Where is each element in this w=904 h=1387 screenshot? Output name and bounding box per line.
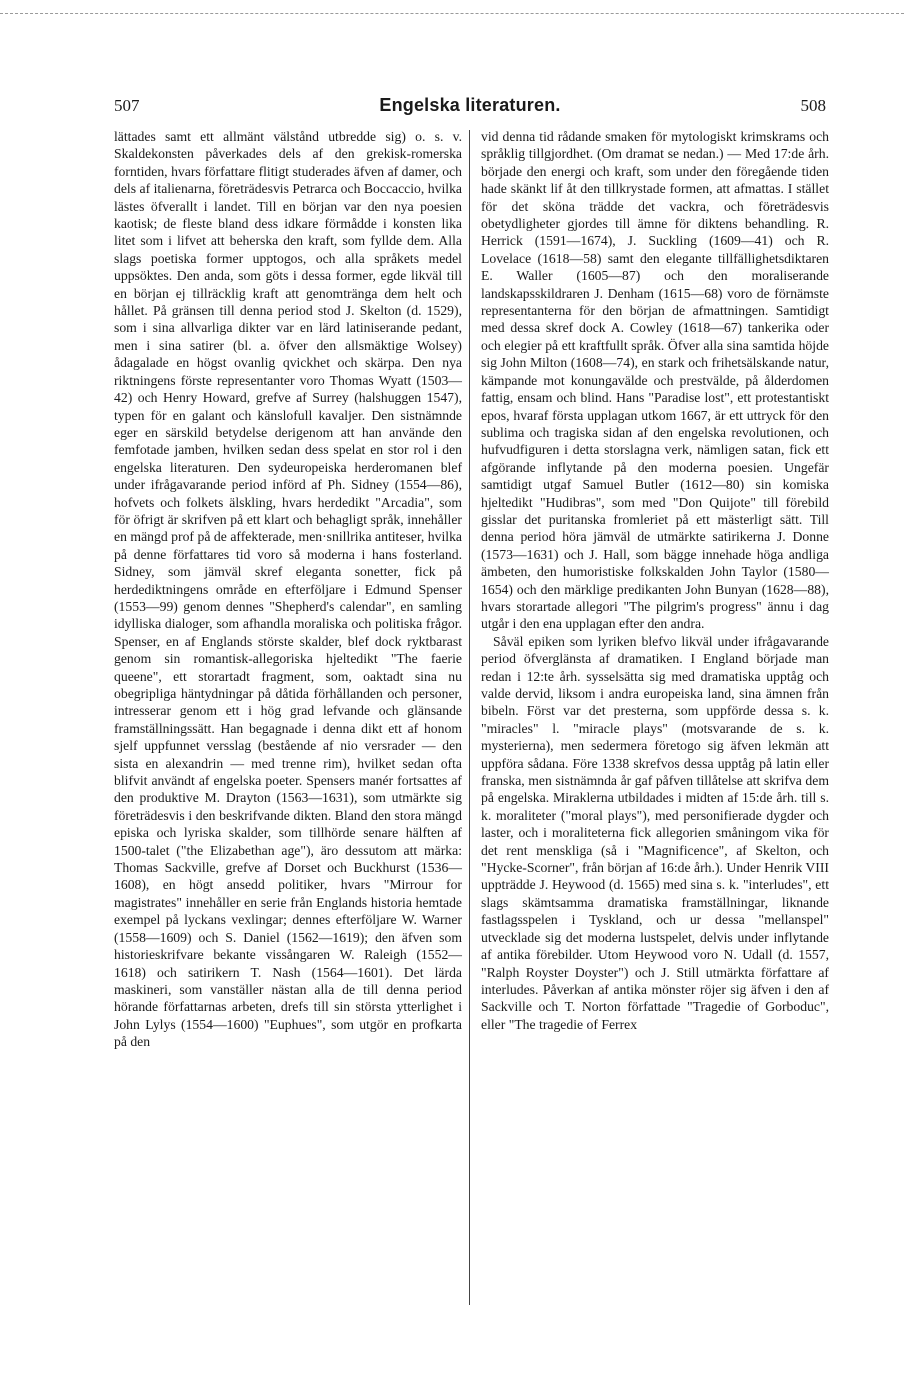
scan-edge-line xyxy=(0,13,904,14)
running-title: Engelska literaturen. xyxy=(379,95,561,115)
column-divider xyxy=(469,130,470,1305)
paragraph: vid denna tid rådande smaken för mytologiskt krimskrams och språklig tillgjordhet. (Om dramat se nedan.) — Med 17:de årh. började den energi och kraft, som under den föregående tiden hade skänkt lif åt den tillkrystade formen, att afmattas. I stället för det sköna trädde det vackra, och företrädesvis obetydligheter gjordes till ämne för diktens behandling. R. Herrick (1591—1674), J. Suckling (1609—41) och R. Lovelace (1618—58) samt den elegante tillfällighetsdiktaren E. Waller (1605—87) och den moraliserande landskapsskildraren J. Denham (1615—68) voro de förnämste representanterna för den början de afmattningen. Samtidigt med dessa skref dock A. Cowley (1618—67) tankerika oder och elegier på ett kraftfullt språk. Öfver alla sina samtida höjde sig John Milton (1608—74), en stark och frihetsälskande natur, kämpande mot konungavälde och prestvälde, på ålderdomen fattig, ensam och blind. Hans "Paradise lost", ett protestantiskt epos, hvaraf första upplagan utkom 1667, är ett uttryck för den sublima och tragiska sidan af den engelska revolutionen, och hufvudfiguren i detta storslagna verk, nämligen satan, fick ett afgörande inflytande på den moderna poesien. Ungefär samtidigt utgaf Samuel Butler (1612—80) sin komiska hjeltedikt "Hudibras", som med "Don Quijote" till förebild gisslar det puritanska fromleriet på ett mästerligt sätt. Till denna period höra jämväl de utmärkte satirikerna J. Donne (1573—1631) och J. Hall, som bägge innehade höga andliga ämbeten, den humoristiske folkskalden John Taylor (1580—1654) och den märklige predikanten John Bunyan (1628—88), hvars storartade allegori "The pilgrim's progress" ännu i dag utgår i den ena upplagan efter den andra. xyxy=(481,129,829,632)
left-column xyxy=(114,128,462,1051)
page-number-right: 508 xyxy=(800,96,826,115)
page-number-left: 507 xyxy=(114,96,140,115)
page-header xyxy=(114,96,826,120)
paragraph: Såväl epiken som lyriken blefvo likväl under ifrågavarande period öfverglänsta af dramatiken. I England började man redan i 12:te årh. sysselsätta sig med dramatiska upptåg och valde dervid, liksom i andra europeiska land, sina ämnen från bibeln. Först var det presterna, som uppförde dessa s. k. "miracles" l. "miracle plays" (motsvarande de s. k. mysterierna), men sedermera företogo sig äfven lekmän att uppföra sådana. Före 1338 skrefvos dessa upptåg på latin eller franska, men sistnämnda år gaf påfven tillåtelse att skrifva dem på engelska. Miraklerna utbildades i midten af 15:de årh. till s. k. moraliteter ("moral plays"), med personifierade dygder och laster, och i moraliteterna fick allegorien småningom vika för det rent menskliga (så i "Magnificence", af Skelton, och "Hycke-Scorner", från början af 16:de årh.). Under Henrik VIII uppträdde J. Heywood (d. 1565) med sina s. k. "interludes", ett slags skämtsamma dramatiska framställningar, liknande fastlagsspelen i Tyskland, och ur dessa "mellanspel" utvecklade sig det moderna lustspelet, delvis under inflytande af antika förebilder. Utom Heywood voro N. Udall (d. 1557, "Ralph Royster Doyster") och J. Still utmärkta författare af interludes. Påverkan af antika mönster röjer sig äfven i den af Sackville och T. Norton författade "Tragedie of Gorboduc", eller "The tragedie of Ferrex xyxy=(481,633,829,1032)
paragraph: lättades samt ett allmänt välstånd utbredde sig) o. s. v. Skaldekonsten påverkades dels af den grekisk-romerska forntiden, hvars författare flitigt studerades äfven af damer, och dels af italienarna, företrädesvis Petrarca och Boccaccio, hvilka lästes öfverallt i landet. Till en början var den nya poesien kaotisk; de fleste bland dess idkare förmådde i konsten lika litet som i lifvet att beherska den kraft, som fyllde dem. Alla slags poetiska former upptogos, och alla språkets medel uppsöktes. Den anda, som göts i dessa former, egde likväl till en början ej tillräcklig kraft att genomtränga dem helt och hållet. På gränsen till denna period stod J. Skelton (d. 1529), som i sina allvarliga dikter var en lärd latiniserande pedant, men i sina satirer (bl. a. öfver den allsmäktige Wolsey) ådagalade en högst ovanlig qvickhet och skärpa. Den nya riktningens förste representanter voro Thomas Wyatt (1503—42) och Henry Howard, grefve af Surrey (halshuggen 1547), typen för en galant och känslofull kavaljer. Den sistnämnde eger en särskild betydelse derigenom att han använde den femfotade jamben, hvilken sedan dess spelat en stor rol i den engelska literaturen. Den sydeuropeiska herderomanen blef under ifrågavarande period införd af Ph. Sidney (1554—86), hofvets och folkets älskling, hvars herdedikt "Arcadia", som för öfrigt är skrifven på ett klart och behagligt språk, innehåller en mängd prof på de affekterade, men·snillrika antiteser, hvilka på denne författares tid voro så moderna i hans fosterland. Sidney, som jämväl skref eleganta sonetter, fick på herdediktningens område en efterföljare i Edmund Spenser (1553—99) genom dennes "Shepherd's calendar", en samling idylliska dialoger, som afhandla moraliska och politiska frågor. Spenser, en af Englands störste skalder, blef dock ryktbarast genom sin romantisk-allegoriska hjeltedikt "The faerie queene", ett storartadt fragment, som, oaktadt sina nu obegripliga häntydningar på dåtida förhållanden och personer, intresserar genom ett i hög grad lefvande och glänsande framställningssätt. Han begagnade i denna dikt ett af honom sjelf uppfunnet versslag (bestående af nio versrader — den sista en alexandrin — med trenne rim), hvilket sedan ofta blifvit användt af engelska poeter. Spensers manér fortsattes af den produktive M. Drayton (1563—1631), som utmärkte sig företrädesvis i den beskrifvande dikten. Bland den stora mängd episka och lyriska skalder, som tillhörde senare hälften af 1500-talet ("the Elizabethan age"), äro dessutom att märka: Thomas Sackville, grefve af Dorset och Buckhurst (1536—1608), en högt ansedd politiker, hvars "Mirrour for magistrates" innehåller en serie från Englands historia hemtade exempel på lyckans vexlingar; dennes efterföljare W. Warner (1558—1609) och S. Daniel (1562—1619); den äfven som historieskrifvare bekante vissångaren W. Raleigh (1552—1618) och satirikern T. Nash (1564—1601). Det lärda maskineri, som vanställer nästan alla de till denna period hörande författarnas arbeten, drefs till sin största ytterlighet i John Lylys (1554—1600) "Euphues", som utgör en profkarta på den xyxy=(114,129,462,1050)
right-column xyxy=(481,128,829,1033)
